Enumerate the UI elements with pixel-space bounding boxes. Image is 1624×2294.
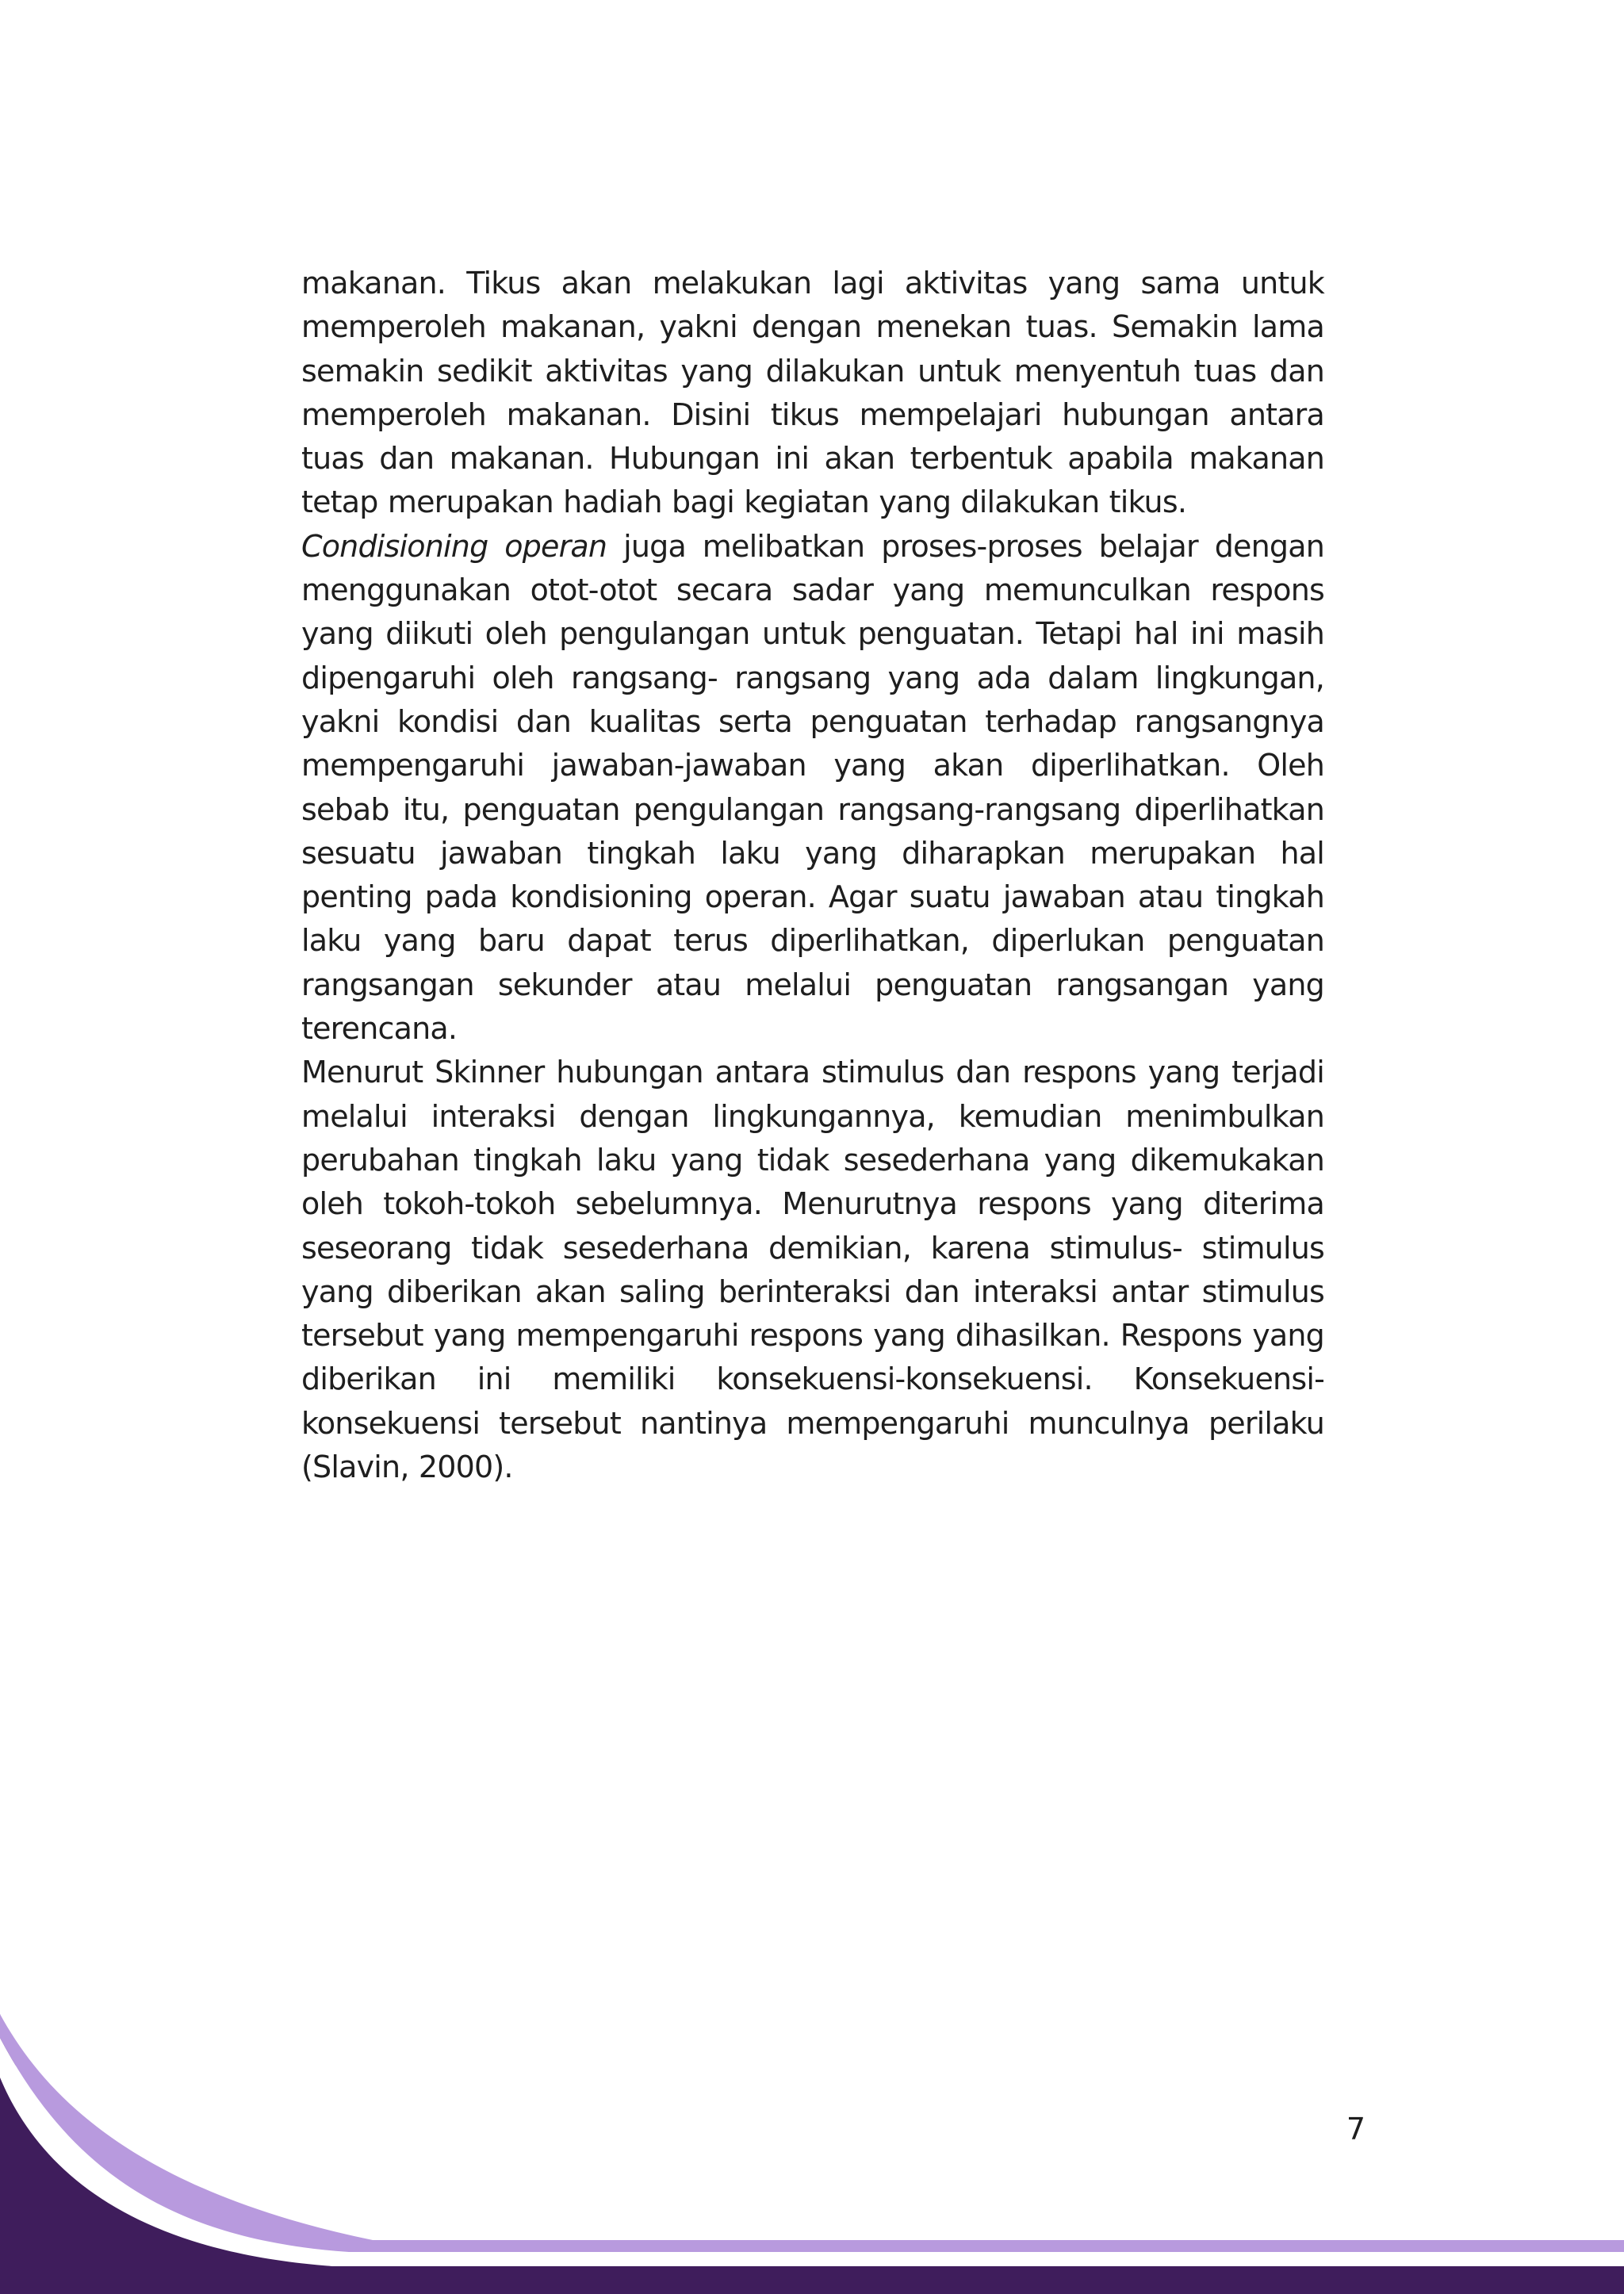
page-number: 7 [1346, 2112, 1366, 2147]
paragraph-2-text: juga melibatkan proses-proses belajar dengan menggunakan otot-otot secara sadar yang memunculkan respons yang diikuti oleh pengulangan untuk penguatan. Tetapi hal ini masih dipengaruhi oleh rangsang- rangsang yang ada dalam lingkungan, yakni kondisi dan kualitas serta penguatan terhadap rangsangnya mempengaruhi jawaban-jawaban yang akan diperlihatkan. Oleh sebab itu, penguatan pengulangan rangsang-rangsang diperlihatkan sesuatu jawaban tingkah laku yang diharapkan merupakan hal penting pada kondisioning operan. Agar suatu jawaban atau tingkah laku yang baru dapat terus diperlihatkan, diperlukan penguatan rangsangan sekunder atau melalui penguatan rangsangan yang terencana. [301, 528, 1324, 1047]
footer-wave-decoration [0, 2014, 1624, 2294]
paragraph-1 [301, 262, 1324, 525]
paragraph-2 [301, 525, 1324, 1051]
paragraph-3-text: Menurut Skinner hubungan antara stimulus dan respons yang terjadi melalui interaksi dengan lingkungannya, kemudian menimbulkan perubahan tingkah laku yang tidak sesederhana yang dikemukakan oleh tokoh-tokoh sebelumnya. Menurutnya respons yang diterima seseorang tidak sesederhana demikian, karena stimulus- stimulus yang diberikan akan saling berinteraksi dan interaksi antar stimulus tersebut yang mempengaruhi respons yang dihasilkan. Respons yang diberikan ini memiliki konsekuensi-konsekuensi. Konsekuensi-konsekuensi tersebut nantinya mempengaruhi munculnya perilaku (Slavin, 2000). [301, 1055, 1324, 1485]
footer-light-band [0, 2014, 1624, 2252]
paragraph-1-text: makanan. Tikus akan melakukan lagi aktivitas yang sama untuk memperoleh makanan, yakni dengan menekan tuas. Semakin lama semakin sedikit aktivitas yang dilakukan untuk menyentuh tuas dan memperoleh makanan. Disini tikus mempelajari hubungan antara tuas dan makanan. Hubungan ini akan terbentuk apabila makanan tetap merupakan hadiah bagi kegiatan yang dilakukan tikus. [301, 266, 1324, 520]
paragraph-2-italic-term: Condisioning operan [301, 528, 607, 564]
paragraph-3 [301, 1051, 1324, 1489]
body-text [301, 262, 1324, 1489]
